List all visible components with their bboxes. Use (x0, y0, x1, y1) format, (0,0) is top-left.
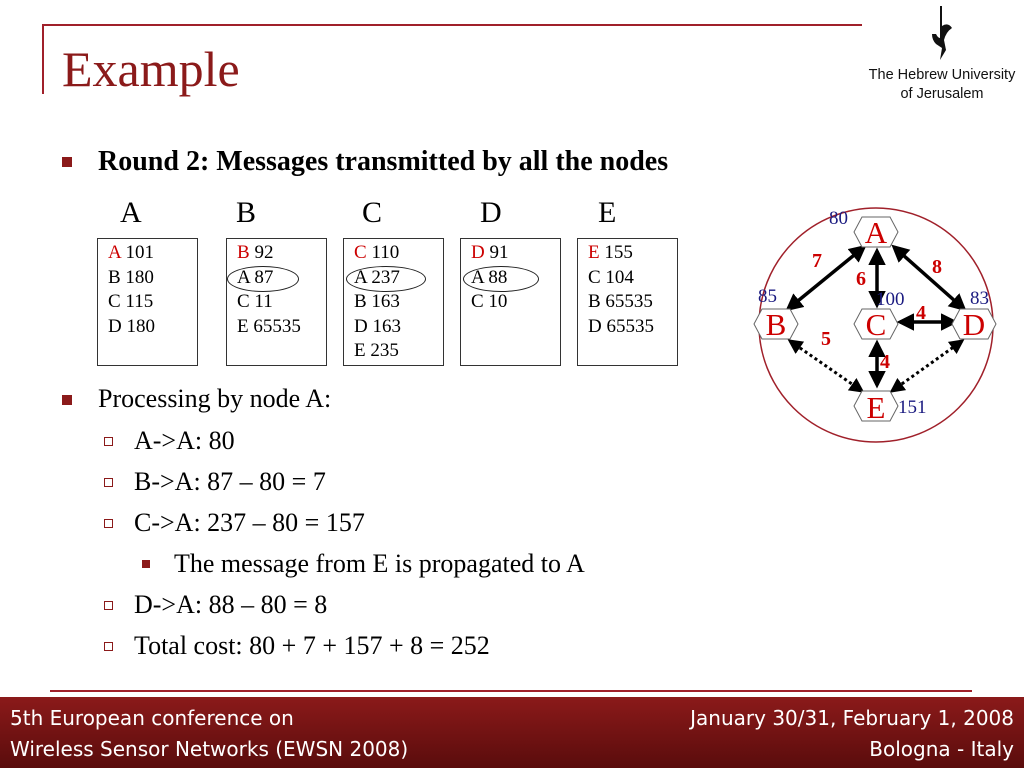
sub-bullet-item (134, 426, 235, 456)
node-d-label: D (962, 307, 986, 342)
bullet-processing (98, 384, 331, 414)
box-row: C 104 (588, 266, 634, 288)
node-d-cost: 83 (970, 288, 989, 309)
bullet-round-2 (98, 146, 668, 178)
edge-a-b (788, 247, 864, 309)
box-row: D 163 (354, 315, 401, 337)
column-head-a: A (120, 196, 142, 229)
message-box-d (460, 238, 561, 366)
node-c-label: C (865, 307, 887, 342)
box-row (108, 241, 197, 266)
university-emblem-icon (922, 4, 962, 62)
slide-title: Example (62, 41, 240, 97)
box-node-value: 101 (125, 242, 154, 263)
message-box-b (226, 238, 327, 366)
message-box-a (97, 238, 198, 366)
university-logo (862, 4, 1022, 100)
footer-bar (0, 697, 1024, 768)
box-row: B 65535 (588, 291, 653, 312)
footer-location: Bologna - Italy (869, 737, 1014, 761)
sub-bullet-text: A->A: 80 (134, 426, 235, 455)
box-row: B 180 (108, 266, 154, 288)
sub-bullet-text: Total cost: 80 + 7 + 157 + 8 = 252 (134, 631, 490, 660)
sub-bullet-marker (104, 519, 113, 528)
highlight-ring (346, 266, 426, 292)
bullet-round-2-text: Round 2: Messages transmitted by all the nodes (98, 146, 669, 177)
box-row: D 180 (108, 315, 155, 337)
edge-b-c-weight: 5 (821, 328, 831, 350)
sub-bullet-marker (104, 601, 113, 610)
column-head-c: C (362, 196, 383, 229)
box-row: A 87 (237, 266, 274, 288)
box-row: E 65535 (237, 315, 301, 337)
edge-c-d-weight: 4 (916, 302, 926, 324)
sub-bullet-text: D->A: 88 – 80 = 8 (134, 590, 328, 619)
box-node-label: C (354, 242, 367, 263)
sub-bullet-text: B->A: 87 – 80 = 7 (134, 467, 326, 496)
node-a-label: A (864, 215, 888, 250)
logo-line-1: The Hebrew University (868, 67, 1016, 83)
box-node-label: D (471, 242, 485, 263)
sub-sub-bullet-marker (142, 560, 150, 568)
sub-bullet-marker (104, 478, 113, 487)
box-node-label: A (108, 242, 121, 263)
box-row: C 10 (471, 291, 508, 312)
sub-bullet-item (134, 508, 365, 538)
box-row: A 88 (471, 266, 508, 288)
box-row: E 235 (354, 340, 399, 361)
node-e-cost: 151 (898, 397, 927, 418)
node-b-cost: 85 (758, 286, 777, 307)
column-head-b: B (236, 196, 257, 229)
sub-sub-bullet-text: The message from E is propagated to A (174, 549, 585, 578)
column-head-e: E (598, 196, 617, 229)
node-a-cost: 80 (829, 208, 848, 229)
box-row (354, 241, 443, 266)
box-row (237, 241, 326, 266)
message-box-e (577, 238, 678, 366)
box-row: C 115 (108, 291, 154, 312)
header-frame-top (42, 24, 862, 26)
sub-bullet-marker (104, 642, 113, 651)
node-e-label: E (866, 390, 886, 425)
box-row: A 237 (354, 266, 400, 288)
header-frame-left (42, 24, 44, 94)
footer-divider (50, 690, 972, 692)
box-node-value: 91 (489, 242, 509, 263)
footer-date: January 30/31, February 1, 2008 (690, 706, 1014, 730)
box-row (588, 241, 677, 266)
edge-c-e-weight: 4 (880, 351, 890, 373)
box-node-value: 92 (254, 242, 274, 263)
sub-bullet-text: C->A: 237 – 80 = 157 (134, 508, 365, 537)
box-node-label: B (237, 242, 250, 263)
highlight-ring (227, 266, 299, 292)
edge-a-b-weight: 7 (812, 250, 822, 272)
edge-d-e (892, 341, 962, 391)
column-head-d: D (480, 196, 502, 229)
sub-bullet-item (134, 467, 326, 497)
box-node-value: 155 (604, 242, 633, 263)
edge-a-d (894, 247, 964, 309)
sub-bullet-item (134, 590, 327, 620)
box-row: C 11 (237, 291, 273, 312)
footer-conference-line-1: 5th European conference on (10, 706, 294, 730)
bullet-processing-text: Processing by node A: (98, 384, 332, 413)
box-node-label: E (588, 242, 600, 263)
sub-bullet-marker (104, 437, 113, 446)
node-c-cost: 100 (876, 289, 905, 310)
bullet-marker (62, 395, 72, 405)
sub-sub-bullet-item (174, 549, 585, 579)
edge-a-d-weight: 8 (932, 256, 942, 278)
message-box-c (343, 238, 444, 366)
box-node-value: 110 (371, 242, 400, 263)
highlight-ring (463, 266, 539, 292)
sub-bullet-item (134, 631, 490, 661)
node-b-label: B (765, 307, 787, 342)
box-row (471, 241, 560, 266)
box-row: B 163 (354, 291, 400, 312)
bullet-marker (62, 157, 72, 167)
box-row: D 65535 (588, 315, 654, 337)
logo-line-2: of Jerusalem (900, 86, 984, 102)
footer-conference-line-2: Wireless Sensor Networks (EWSN 2008) (10, 737, 409, 761)
network-graph (750, 205, 1012, 445)
edge-a-c-weight: 6 (856, 268, 866, 290)
